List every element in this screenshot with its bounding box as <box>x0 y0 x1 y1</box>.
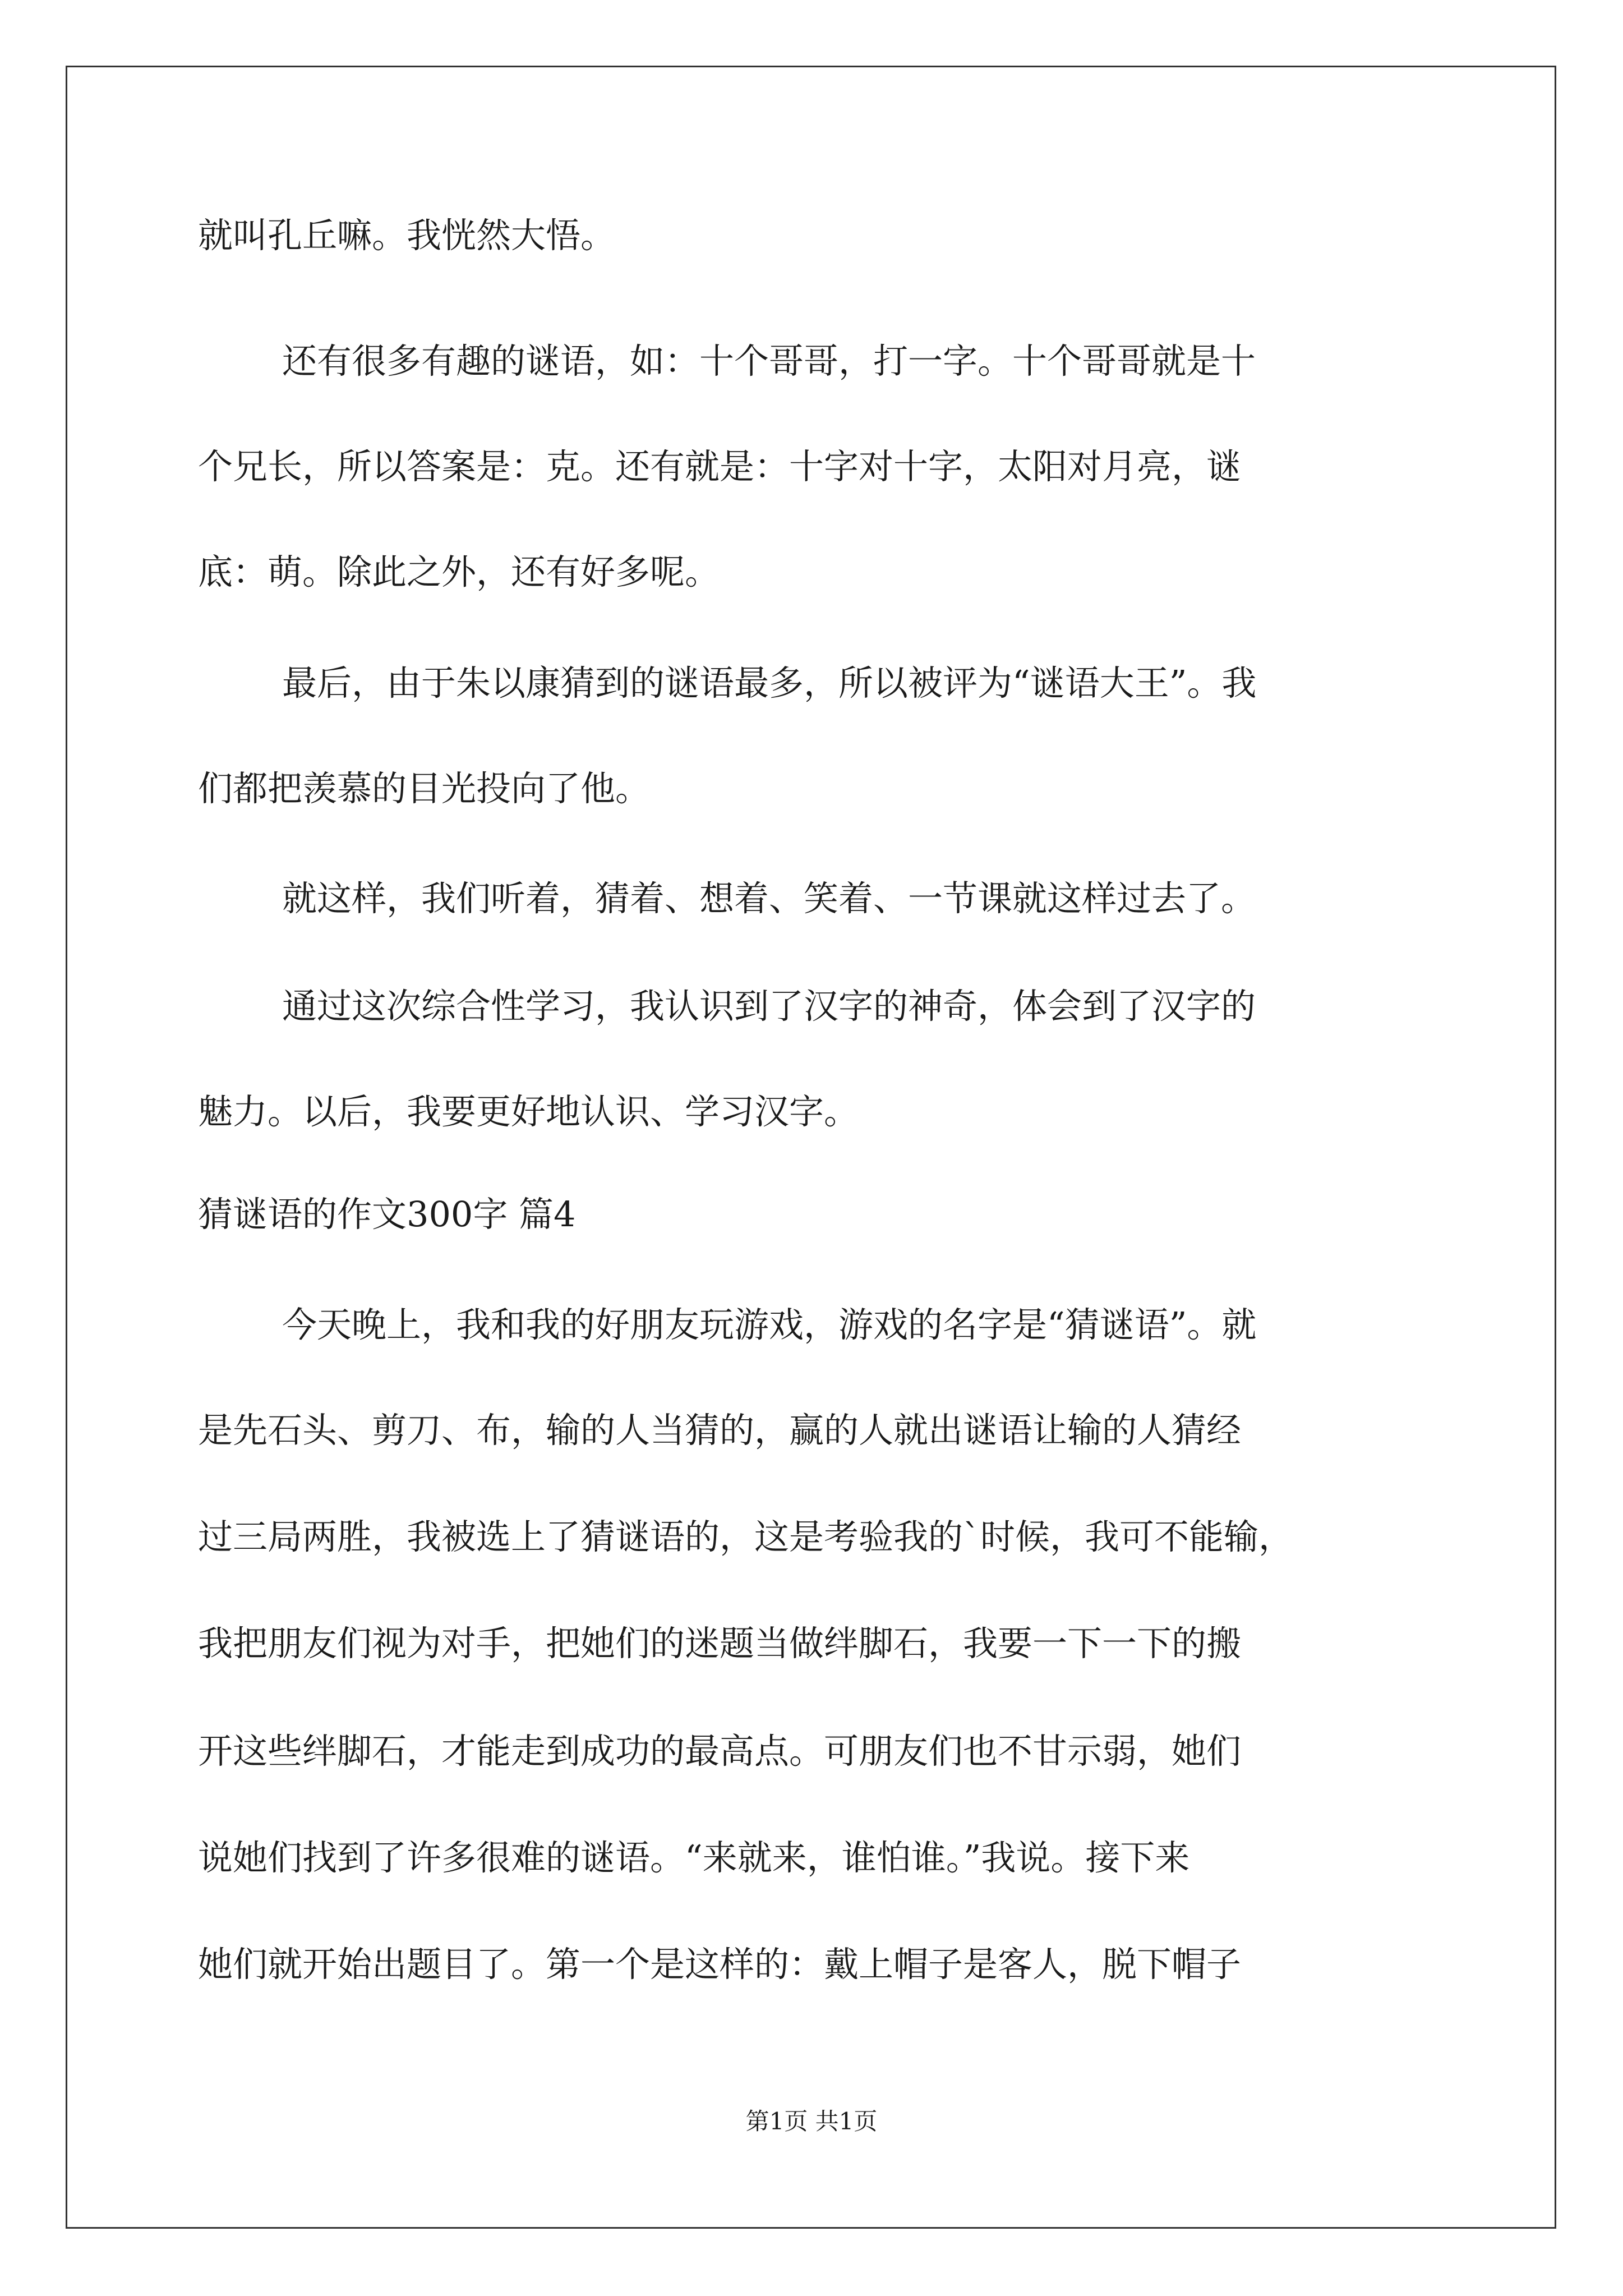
text-line: 我把朋友们视为对手，把她们的迷题当做绊脚石，我要一下一下的搬 <box>198 1623 1242 1664</box>
page-footer: 第1页 共1页 <box>745 2108 878 2135</box>
paragraph-line: 今天晚上，我和我的好朋友玩游戏，游戏的名字是“猜谜语”。就 <box>282 1304 1257 1345</box>
paragraph-line: 通过这次综合性学习，我认识到了汉字的神奇，体会到了汉字的 <box>282 986 1256 1027</box>
text-line: 底：萌。除此之外，还有好多呢。 <box>198 551 720 592</box>
section-heading: 猜谜语的作文300字 篇4 <box>198 1194 576 1235</box>
text-line: 魅力。以后，我要更好地认识、学习汉字。 <box>198 1091 859 1132</box>
text-line: 过三局两胜，我被选上了猜谜语的，这是考验我的`时候，我可不能输， <box>198 1516 1294 1557</box>
text-line: 是先石头、剪刀、布，输的人当猜的，赢的人就出谜语让输的人猜经 <box>198 1410 1242 1451</box>
page-border <box>66 66 1556 2229</box>
text-line: 说她们找到了许多很难的谜语。“来就来，谁怕谁。”我说。接下来 <box>198 1837 1190 1878</box>
text-line: 就叫孔丘嘛。我恍然大悟。 <box>198 215 616 256</box>
paragraph-line: 还有很多有趣的谜语，如：十个哥哥，打一字。十个哥哥就是十 <box>282 341 1256 381</box>
paragraph-line: 最后，由于朱以康猜到的谜语最多，所以被评为“谜语大王”。我 <box>282 662 1257 703</box>
paragraph-line: 就这样，我们听着，猜着、想着、笑着、一节课就这样过去了。 <box>282 878 1256 919</box>
text-line: 们都把羡慕的目光投向了他。 <box>198 768 651 809</box>
text-line: 开这些绊脚石，才能走到成功的最高点。可朋友们也不甘示弱，她们 <box>198 1731 1242 1772</box>
text-line: 个兄长，所以答案是：克。还有就是：十字对十字，太阳对月亮，谜 <box>198 446 1242 487</box>
text-line: 她们就开始出题目了。第一个是这样的：戴上帽子是客人，脱下帽子 <box>198 1944 1242 1985</box>
